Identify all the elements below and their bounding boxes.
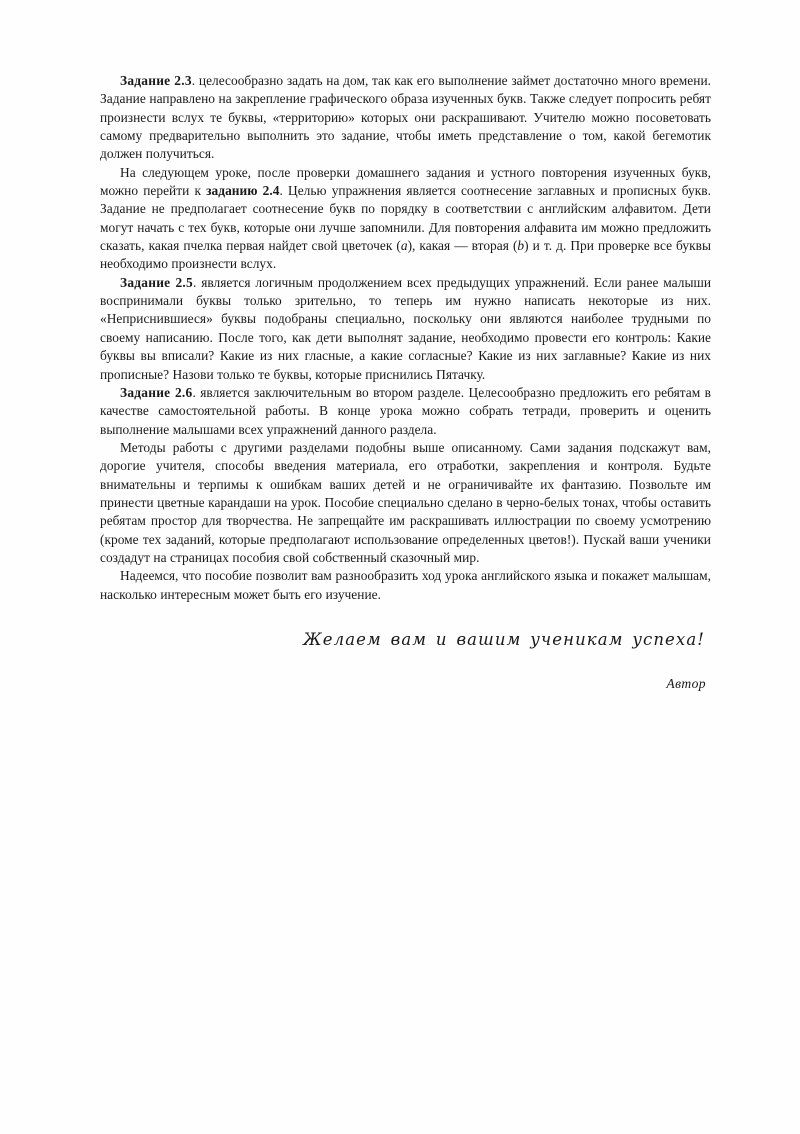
task-label-2-3: Задание 2.3 [120,73,192,88]
paragraph-hope [100,567,711,604]
closing-wish: Желаем вам и вашим ученикам успеха! [303,629,705,649]
task-label-2-5: Задание 2.5 [120,274,193,290]
next-lesson-part2: . Целью упражнения является соотнесение заглавных и прописных букв. Задание не предполагает соотнесение букв по порядку в соответствии с английским алфавитом. Дети могут начать с тех букв, которые они лучше запомнили. Для повторения алфавита им можно предложить сказать, какая пчелка первая найдет свой цветочек ( [100,183,711,254]
paragraph-task-2-6 [100,384,711,439]
signature-author: Автор [666,675,706,691]
paragraph-task-2-3 [100,72,711,164]
task-2-6-body: . является заключительным во втором разделе. Целесообразно предложить его ребятам в качестве самостоятельной работы. В конце урока можно собрать тетради, проверить и оценить выполнение малышами всех упражнений данного раздела. [100,384,711,437]
next-lesson-part4: ) и т. д. При проверке все буквы необходимо произнести вслух. [100,238,711,272]
latin-letter-a: a [400,238,408,254]
task-2-3-body: . целесообразно задать на дом, так как его выполнение займет достаточно много времени. Задание направлено на закрепление графического образа изученных букв. Также следует попросить ребят произнести вслух те буквы, «территорию» которых они раскрашивают. Учителю можно посоветовать самому предварительно выполнить это задание, чтобы иметь представление о том, какой бегемотик должен получиться. [100,73,712,162]
paragraph-task-2-5 [100,274,711,384]
paragraph-next-lesson [100,164,711,274]
latin-letter-b: b [517,238,525,254]
methods-body: Методы работы с другими разделами подобны выше описанному. Сами задания подскажут вам, дорогие учителя, способы введения материала, его отработки, закрепления и контроля. Будьте внимательны и терпимы к ошибкам ваших детей и не ограничивайте их фантазию. Позвольте им принести цветные карандаши на урок. Пособие специально сделано в черно-белых тонах, чтобы оставить ребятам простор для творчества. Не запрещайте им раскрашивать иллюстрации по своему усмотрению (кроме тех заданий, которые предполагают использование определенных цветов!). Пускай ваши ученики создадут на страницах пособия свой собственный сказочный мир. [100,439,711,565]
task-label-2-6: Задание 2.6 [120,384,193,400]
task-2-5-body: . является логичным продолжением всех предыдущих упражнений. Если ранее малыши воспринимали буквы только зрительно, то теперь им нужно написать некоторые из них. «Неприснившиеся» буквы подобраны специально, поскольку они являются наиболее трудными по своему написанию. После того, как дети выполнят задание, необходимо провести его контроль: Какие буквы вы вписали? Какие из них гласные, а какие согласные? Какие из них заглавные? Какие из них прописные? Назови только те буквы, которые приснились Пятачку. [100,274,711,382]
next-lesson-part3: ), какая — вторая ( [407,238,518,254]
paragraph-methods [100,439,711,567]
inline-ref-task-2-4: заданию 2.4 [206,183,280,199]
next-lesson-part1: На следующем уроке, после проверки домашнего задания и устного повторения изученных букв, можно перейти к [100,164,711,199]
text-column [100,72,711,692]
hope-body: Надеемся, что пособие позволит вам разнообразить ход урока английского языка и покажет малышам, насколько интересным может быть его изучение. [100,568,711,602]
